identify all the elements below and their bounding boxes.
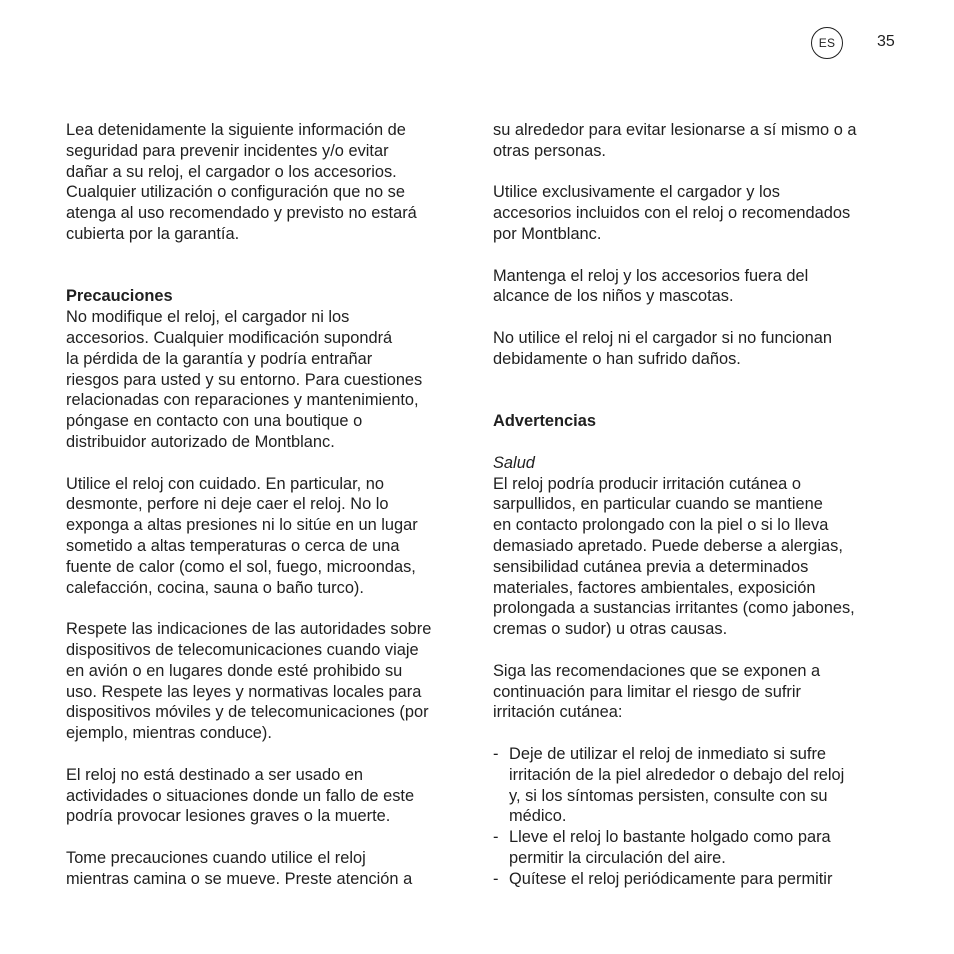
text-line: El reloj podría producir irritación cutánea o xyxy=(493,474,801,493)
warnings-heading: Advertencias xyxy=(493,412,596,431)
bullet-item xyxy=(493,869,905,890)
bullet-dash: - xyxy=(493,828,499,847)
text-line: alcance de los niños y mascotas. xyxy=(493,287,734,306)
text-line: sensibilidad cutánea previa a determinados xyxy=(493,557,809,576)
text-line: Tome precauciones cuando utilice el reloj xyxy=(66,848,366,867)
text-line: actividades o situaciones donde un fallo de este xyxy=(66,786,415,805)
text-line: su alrededor para evitar lesionarse a sí mismo o a xyxy=(493,121,857,139)
text-line: relacionadas con reparaciones y mantenimiento, xyxy=(66,391,419,410)
text-line: en contacto prolongado con la piel o si lo lleva xyxy=(493,516,829,535)
text-line: y, si los síntomas persisten, consulte con su xyxy=(509,786,828,805)
text-line: irritación de la piel alrededor o debajo del reloj xyxy=(509,765,845,784)
text-line: prolongada a sustancias irritantes (como jabones, xyxy=(493,599,855,618)
text-line: podría provocar lesiones graves o la muerte. xyxy=(66,807,391,826)
text-line: fuente de calor (como el sol, fuego, microondas, xyxy=(66,557,416,576)
page-number: 35 xyxy=(877,33,895,50)
paragraph xyxy=(493,182,905,244)
text-line: Lea detenidamente la siguiente información de xyxy=(66,121,406,139)
bullet-item xyxy=(493,827,905,869)
paragraph xyxy=(493,661,905,723)
text-line: calefacción, cocina, sauna o baño turco). xyxy=(66,578,364,597)
text-line: No modifique el reloj, el cargador ni los xyxy=(66,308,350,327)
text-line: cremas o sudor) u otras causas. xyxy=(493,620,728,639)
text-line: por Montblanc. xyxy=(493,224,602,243)
text-line: póngase en contacto con una boutique o xyxy=(66,412,363,431)
bullet-dash: - xyxy=(493,744,499,763)
text-line: riesgos para usted y su entorno. Para cuestiones xyxy=(66,370,423,389)
paragraph xyxy=(493,474,905,640)
bullet-item xyxy=(493,744,905,827)
text-line: Utilice exclusivamente el cargador y los xyxy=(493,183,780,202)
text-line: permitir la circulación del aire. xyxy=(509,848,726,867)
text-line: distribuidor autorizado de Montblanc. xyxy=(66,432,335,451)
health-subheading: Salud xyxy=(493,453,535,472)
text-line: accesorios. Cualquier modificación supondrá xyxy=(66,328,393,347)
text-line: irritación cutánea: xyxy=(493,703,623,722)
text-line: Cualquier utilización o configuración que no se xyxy=(66,183,405,202)
paragraph xyxy=(493,266,905,308)
text-line: desmonte, perfore ni deje caer el reloj. No lo xyxy=(66,495,389,514)
text-line: Utilice el reloj con cuidado. En particular, no xyxy=(66,474,384,493)
right-column xyxy=(493,120,905,889)
text-line: continuación para limitar el riesgo de sufrir xyxy=(493,682,801,701)
paragraph xyxy=(66,848,478,890)
text-line: otras personas. xyxy=(493,141,606,160)
text-line: debidamente o han sufrido daños. xyxy=(493,349,741,368)
text-line: cubierta por la garantía. xyxy=(66,224,240,243)
text-line: sarpullidos, en particular cuando se mantiene xyxy=(493,495,823,514)
text-line: dispositivos móviles y de telecomunicaciones (por xyxy=(66,703,429,722)
text-line: accesorios incluidos con el reloj o recomendados xyxy=(493,204,851,223)
paragraph xyxy=(66,474,478,599)
text-line: No utilice el reloj ni el cargador si no funcionan xyxy=(493,328,832,347)
text-line: Lleve el reloj lo bastante holgado como para xyxy=(509,828,831,847)
text-line: Siga las recomendaciones que se exponen a xyxy=(493,661,821,680)
paragraph xyxy=(66,765,478,827)
text-line: en avión o en lugares donde esté prohibido su xyxy=(66,661,403,680)
text-line: Mantenga el reloj y los accesorios fuera del xyxy=(493,266,809,285)
text-line: dispositivos de telecomunicaciones cuando viaje xyxy=(66,640,419,659)
paragraph xyxy=(66,307,478,453)
bullet-dash: - xyxy=(493,869,499,888)
text-line: El reloj no está destinado a ser usado en xyxy=(66,765,364,784)
text-line: Deje de utilizar el reloj de inmediato si sufre xyxy=(509,744,827,763)
text-line: mientras camina o se mueve. Preste atención a xyxy=(66,869,413,888)
left-column xyxy=(66,120,478,889)
text-line: materiales, factores ambientales, exposición xyxy=(493,578,816,597)
language-badge: ES xyxy=(811,27,843,59)
paragraph xyxy=(66,619,478,744)
text-line: sometido a altas temperaturas o cerca de una xyxy=(66,536,400,555)
text-line: la pérdida de la garantía y podría entrañar xyxy=(66,349,373,368)
text-line: Respete las indicaciones de las autoridades sobre xyxy=(66,620,432,639)
text-line: ejemplo, mientras conduce). xyxy=(66,724,272,743)
text-line: demasiado apretado. Puede deberse a alergias, xyxy=(493,536,843,555)
precautions-heading: Precauciones xyxy=(66,287,173,306)
paragraph xyxy=(493,120,905,162)
paragraph xyxy=(493,328,905,370)
text-line: Quítese el reloj periódicamente para permitir xyxy=(509,869,833,888)
text-line: atenga al uso recomendado y previsto no estará xyxy=(66,204,417,223)
intro-paragraph xyxy=(66,120,478,245)
text-line: seguridad para prevenir incidentes y/o evitar xyxy=(66,141,389,160)
text-line: exponga a altas presiones ni lo sitúe en un lugar xyxy=(66,516,418,535)
text-line: dañar a su reloj, el cargador o los accesorios. xyxy=(66,162,397,181)
text-line: médico. xyxy=(509,807,567,826)
text-line: uso. Respete las leyes y normativas locales para xyxy=(66,682,422,701)
